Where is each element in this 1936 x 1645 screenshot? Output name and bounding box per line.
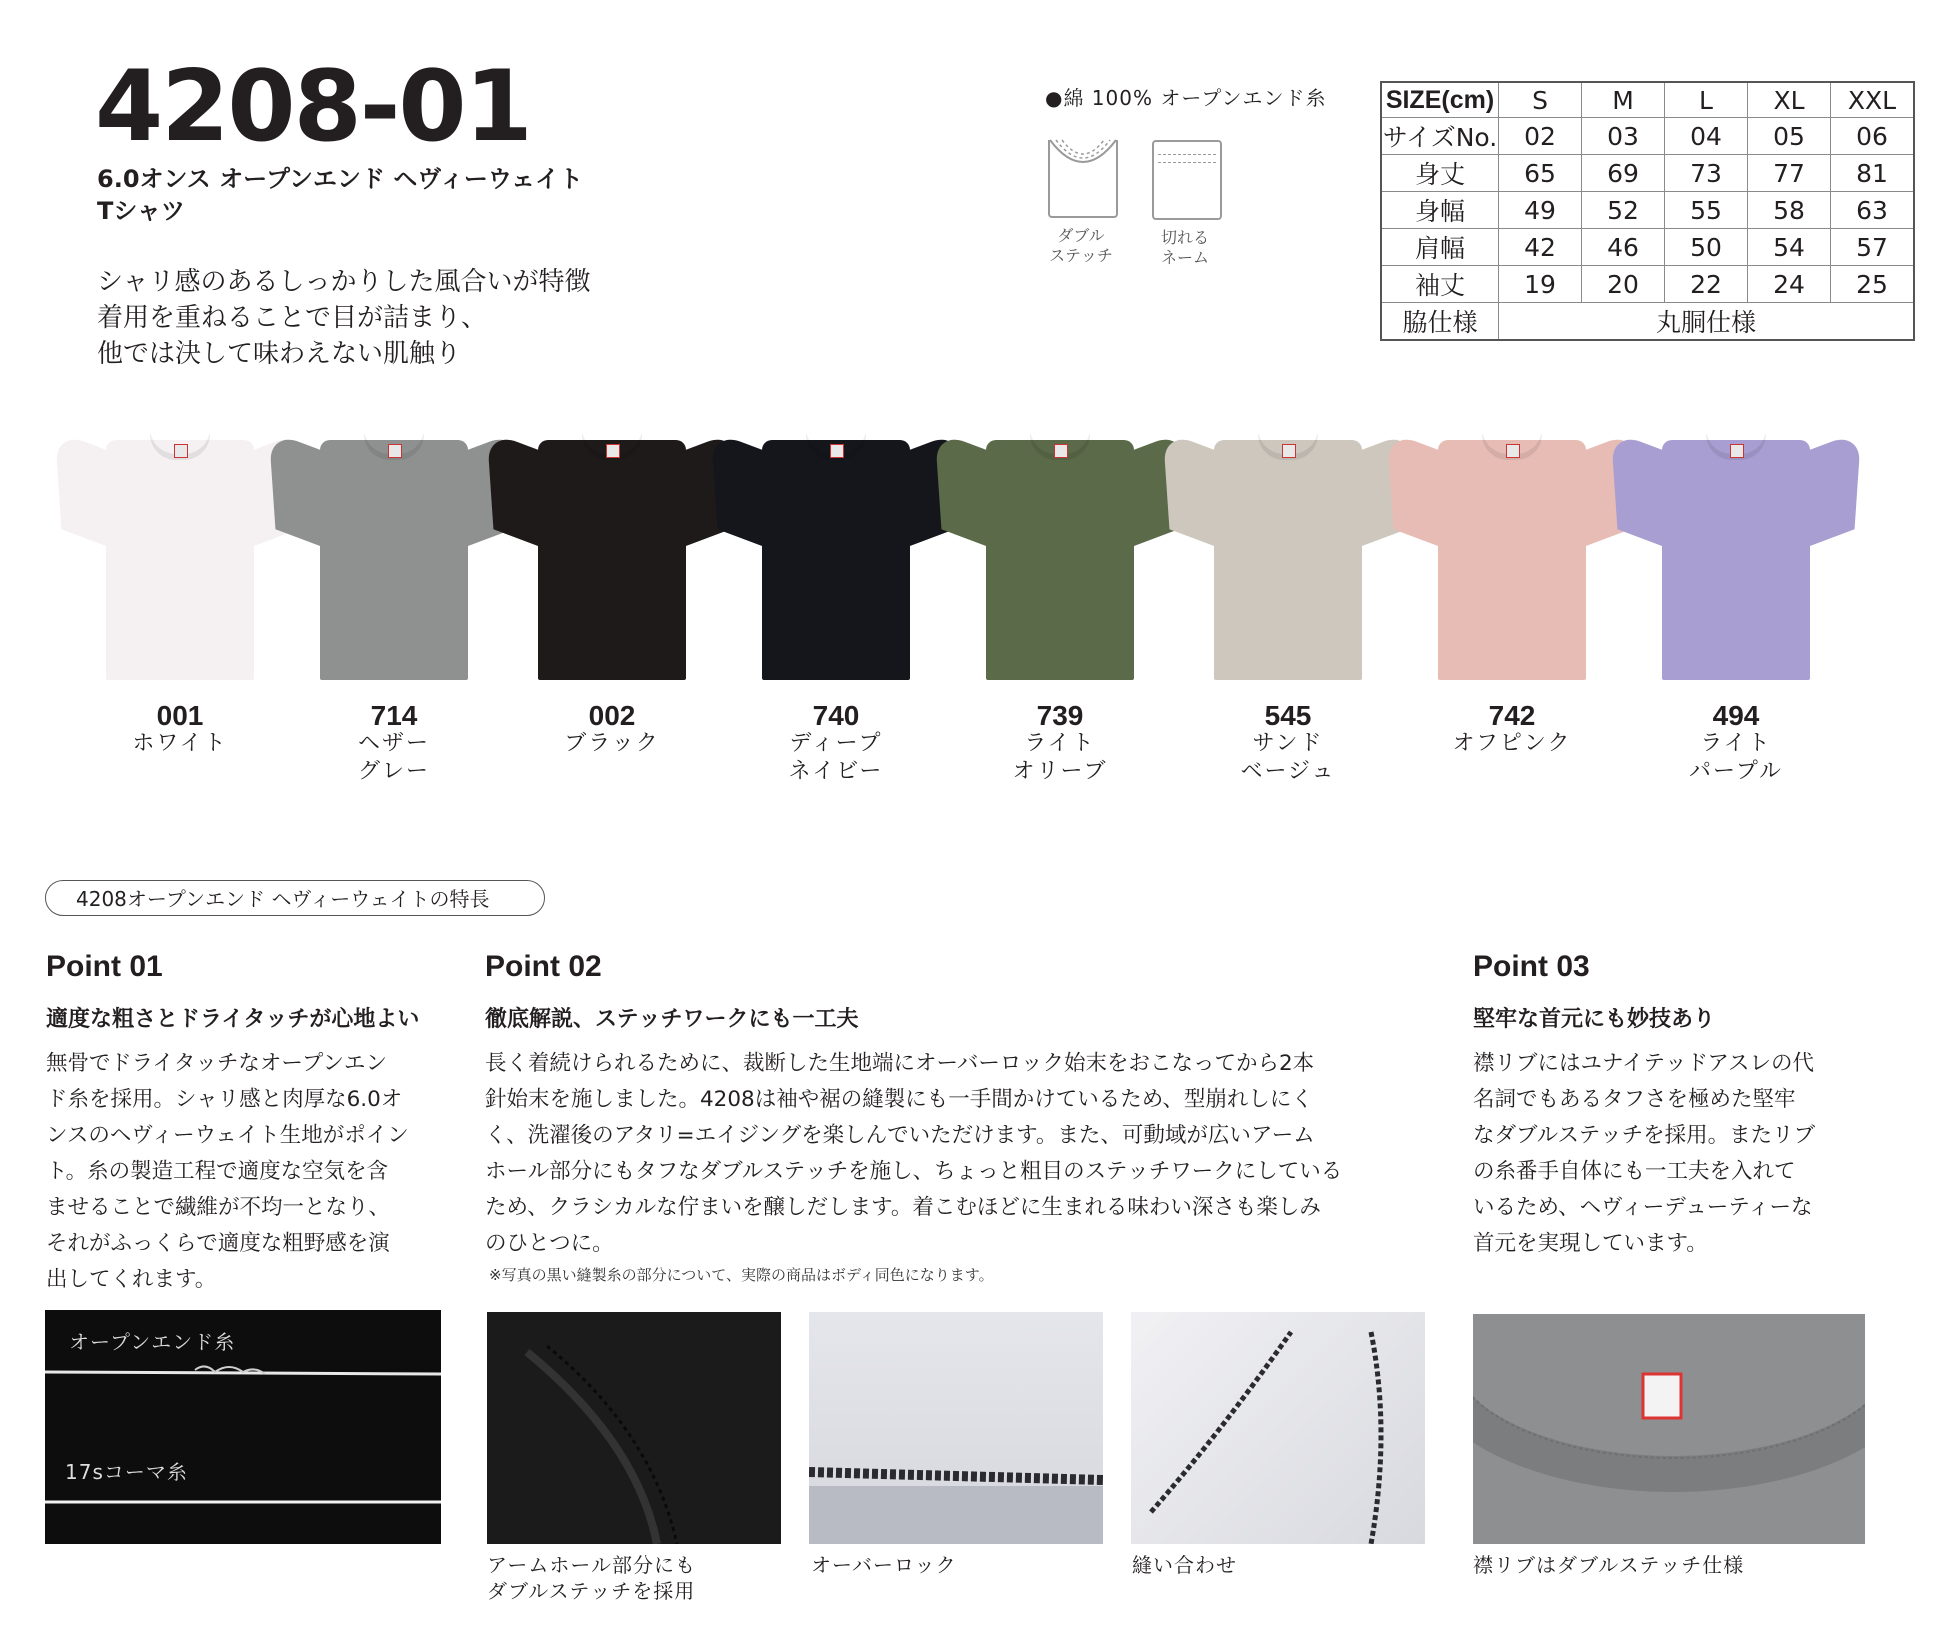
size-cell: 24 [1748, 266, 1831, 303]
point-body [46, 1046, 466, 1298]
tshirt-swatch [490, 430, 734, 686]
size-row-label: 肩幅 [1381, 229, 1499, 266]
color-name-line: グレー [357, 759, 430, 784]
size-cell: 54 [1748, 229, 1831, 266]
tshirt-swatch [58, 430, 302, 686]
size-cell: 20 [1582, 266, 1665, 303]
label-line: ダブル [1057, 226, 1105, 245]
tshirt-swatch [714, 430, 958, 686]
size-row-label: サイズNo. [1381, 118, 1499, 155]
size-table-header [1381, 82, 1914, 118]
color-code: 545 [1264, 700, 1312, 731]
shirt-tag-icon [1730, 444, 1744, 458]
size-header-cell: XXL [1831, 82, 1915, 118]
shirt-body [106, 440, 254, 680]
size-table-row [1381, 155, 1914, 192]
tagline-line: 他では決して味わえない肌触り [97, 339, 462, 369]
point-heading: 適度な粗さとドライタッチが心地よい [46, 1007, 420, 1032]
body-line: の糸番手自体にも一工夫を入れて [1473, 1159, 1796, 1184]
armhole-photo [487, 1312, 781, 1544]
color-code: 739 [1036, 700, 1084, 731]
product-tagline [97, 264, 697, 372]
collar-caption: 襟リブはダブルステッチ仕様 [1473, 1553, 1745, 1577]
size-cell: 63 [1831, 192, 1915, 229]
yarn-label: 17sコーマ糸 [65, 1460, 188, 1484]
size-cell: 73 [1665, 155, 1748, 192]
size-header-cell: L [1665, 82, 1748, 118]
size-cell: 69 [1582, 155, 1665, 192]
color-code: 742 [1488, 700, 1536, 731]
label-line: ネーム [1160, 248, 1209, 267]
body-line: 襟リブにはユナイテッドアスレの代 [1473, 1051, 1814, 1076]
label-line: ステッチ [1049, 246, 1113, 265]
body-line: ド糸を採用。シャリ感と肉厚な6.0オ [46, 1087, 403, 1112]
shirt-body [538, 440, 686, 680]
shirt-tag-icon [606, 444, 620, 458]
color-code: 001 [156, 700, 204, 731]
point-title: Point 02 [485, 950, 602, 983]
color-name [736, 730, 936, 786]
size-cell: 25 [1831, 266, 1915, 303]
cut-name-label [1140, 228, 1230, 268]
size-table-row [1381, 118, 1914, 155]
tshirt-swatch [272, 430, 516, 686]
size-header-cell: XL [1748, 82, 1831, 118]
body-line: 長く着続けられるために、裁断した生地端にオーバーロック始末をおこなってから2本 [485, 1051, 1315, 1076]
tshirt-swatch [938, 430, 1182, 686]
size-cell: 04 [1665, 118, 1748, 155]
shirt-tag-icon [1054, 444, 1068, 458]
cut-name-spec [1152, 140, 1230, 268]
size-cell: 50 [1665, 229, 1748, 266]
color-code: 714 [370, 700, 418, 731]
size-cell: 06 [1831, 118, 1915, 155]
armhole-caption [487, 1552, 696, 1604]
shirt-body [986, 440, 1134, 680]
size-cell: 03 [1582, 118, 1665, 155]
color-name-line: ディープ [789, 731, 883, 756]
shirt-tag-icon [830, 444, 844, 458]
color-name-line: ヘザー [357, 731, 430, 756]
size-cell: 81 [1831, 155, 1915, 192]
material-spec: ●綿 100% オープンエンド糸 [1045, 86, 1327, 110]
overlock-caption: オーバーロック [811, 1553, 957, 1577]
size-cell: 丸胴仕様 [1499, 303, 1915, 341]
size-header-cell: S [1499, 82, 1582, 118]
body-line: 名詞でもあるタフさを極めた堅牢 [1473, 1087, 1796, 1112]
color-name [512, 730, 712, 758]
color-code: 494 [1712, 700, 1760, 731]
shirt-body [320, 440, 468, 680]
product-subtitle [97, 163, 657, 227]
double-stitch-label [1036, 226, 1126, 266]
double-stitch-icon [1048, 140, 1118, 218]
seam-caption: 縫い合わせ [1132, 1553, 1237, 1577]
size-cell: 65 [1499, 155, 1582, 192]
body-line: いるため、ヘヴィーデューティーな [1473, 1195, 1813, 1220]
tagline-line: シャリ感のあるしっかりした風合いが特徴 [97, 267, 591, 297]
size-table-row [1381, 229, 1914, 266]
size-cell: 05 [1748, 118, 1831, 155]
color-name [960, 730, 1160, 786]
features-label: 4208オープンエンド ヘヴィーウェイトの特長 [45, 880, 545, 916]
body-line: 出してくれます。 [46, 1267, 217, 1292]
size-cell: 02 [1499, 118, 1582, 155]
color-name [1412, 730, 1612, 758]
subtitle-line: Tシャツ [97, 197, 185, 225]
size-header-cell: SIZE(cm) [1381, 82, 1499, 118]
yarn-label: オープンエンド糸 [69, 1330, 236, 1354]
point-body [485, 1046, 1445, 1262]
tshirt-swatch [1390, 430, 1634, 686]
size-cell: 55 [1665, 192, 1748, 229]
seam-photo [1131, 1312, 1425, 1544]
tagline-line: 着用を重ねることで目が詰まり、 [97, 303, 488, 333]
body-line: く、洗濯後のアタリ=エイジングを楽しんでいただけます。また、可動域が広いアーム [485, 1123, 1315, 1148]
shirt-tag-icon [388, 444, 402, 458]
size-table-row [1381, 266, 1914, 303]
shirt-tag-icon [174, 444, 188, 458]
size-cell: 46 [1582, 229, 1665, 266]
color-name-line: ホワイト [132, 731, 228, 756]
caption-line: ダブルステッチを採用 [487, 1579, 696, 1603]
color-code: 740 [812, 700, 860, 731]
size-header-cell: M [1582, 82, 1665, 118]
label-line: 切れる [1160, 228, 1209, 247]
tshirt-swatch [1614, 430, 1858, 686]
collar-rib-photo [1473, 1314, 1865, 1544]
color-name-line: ネイビー [788, 759, 884, 784]
shirt-body [1438, 440, 1586, 680]
shirt-body [1662, 440, 1810, 680]
size-cell: 58 [1748, 192, 1831, 229]
point-heading: 徹底解説、ステッチワークにも一工夫 [485, 1007, 859, 1032]
size-cell: 19 [1499, 266, 1582, 303]
product-model-number: 4208-01 [95, 50, 531, 164]
color-name [1188, 730, 1388, 786]
point-body [1473, 1046, 1893, 1262]
body-line: 無骨でドライタッチなオープンエン [46, 1051, 387, 1076]
body-line: それがふっくらで適度な粗野感を演 [46, 1231, 390, 1256]
size-cell: 77 [1748, 155, 1831, 192]
size-row-label: 脇仕様 [1381, 303, 1499, 341]
size-cell: 22 [1665, 266, 1748, 303]
shirt-tag-icon [1282, 444, 1296, 458]
cut-name-icon [1152, 140, 1222, 220]
body-line: 首元を実現しています。 [1473, 1231, 1708, 1256]
yarn-comparison-photo [45, 1310, 441, 1544]
double-stitch-spec [1048, 140, 1126, 266]
shirt-body [762, 440, 910, 680]
body-line: ホール部分にもタフなダブルステッチを施し、ちょっと粗目のステッチワークにしている [485, 1159, 1343, 1184]
size-table [1380, 81, 1915, 341]
body-line: ンスのヘヴィーウェイト生地がポイン [46, 1123, 409, 1148]
point-heading: 堅牢な首元にも妙技あり [1473, 1007, 1716, 1032]
size-cell: 42 [1499, 229, 1582, 266]
color-name-line: ブラック [564, 731, 660, 756]
shirt-tag-icon [1506, 444, 1520, 458]
point-title: Point 03 [1473, 950, 1590, 983]
point-title: Point 01 [46, 950, 163, 983]
caption-line: アームホール部分にも [487, 1553, 696, 1577]
color-name-line: ライト [1700, 731, 1772, 756]
color-name-line: オリーブ [1012, 759, 1108, 784]
size-row-label: 身幅 [1381, 192, 1499, 229]
color-name [80, 730, 280, 758]
color-name-line: ライト [1024, 731, 1096, 756]
size-cell: 49 [1499, 192, 1582, 229]
color-name [1636, 730, 1836, 786]
color-name [294, 730, 494, 786]
size-row-label: 袖丈 [1381, 266, 1499, 303]
body-line: ため、クラシカルな佇まいを醸しだします。着こむほどに生まれる味わい深さも楽しみ [485, 1195, 1321, 1220]
body-line: ト。糸の製造工程で適度な空気を含 [46, 1159, 389, 1184]
subtitle-line: 6.0オンス オープンエンド ヘヴィーウェイト [97, 165, 583, 193]
color-code: 002 [588, 700, 636, 731]
body-line: ませることで繊維が不均一となり、 [46, 1195, 391, 1220]
body-line: のひとつに。 [485, 1231, 614, 1256]
overlock-photo [809, 1312, 1103, 1544]
size-row-label: 身丈 [1381, 155, 1499, 192]
size-cell: 57 [1831, 229, 1915, 266]
color-name-line: オフピンク [1452, 731, 1572, 756]
size-cell: 52 [1582, 192, 1665, 229]
body-line: 針始末を施しました。4208は袖や裾の縫製にも一手間かけているため、型崩れしにく [485, 1087, 1313, 1112]
tshirt-swatch [1166, 430, 1410, 686]
size-table-row [1381, 303, 1914, 341]
color-name-line: サンド [1252, 731, 1324, 756]
size-table-row [1381, 192, 1914, 229]
color-name-line: パープル [1688, 759, 1784, 784]
color-name-line: ベージュ [1240, 759, 1336, 784]
photo-note: ※写真の黒い縫製糸の部分について、実際の商品はボディ同色になります。 [489, 1266, 994, 1284]
shirt-body [1214, 440, 1362, 680]
body-line: なダブルステッチを採用。またリブ [1473, 1123, 1816, 1148]
